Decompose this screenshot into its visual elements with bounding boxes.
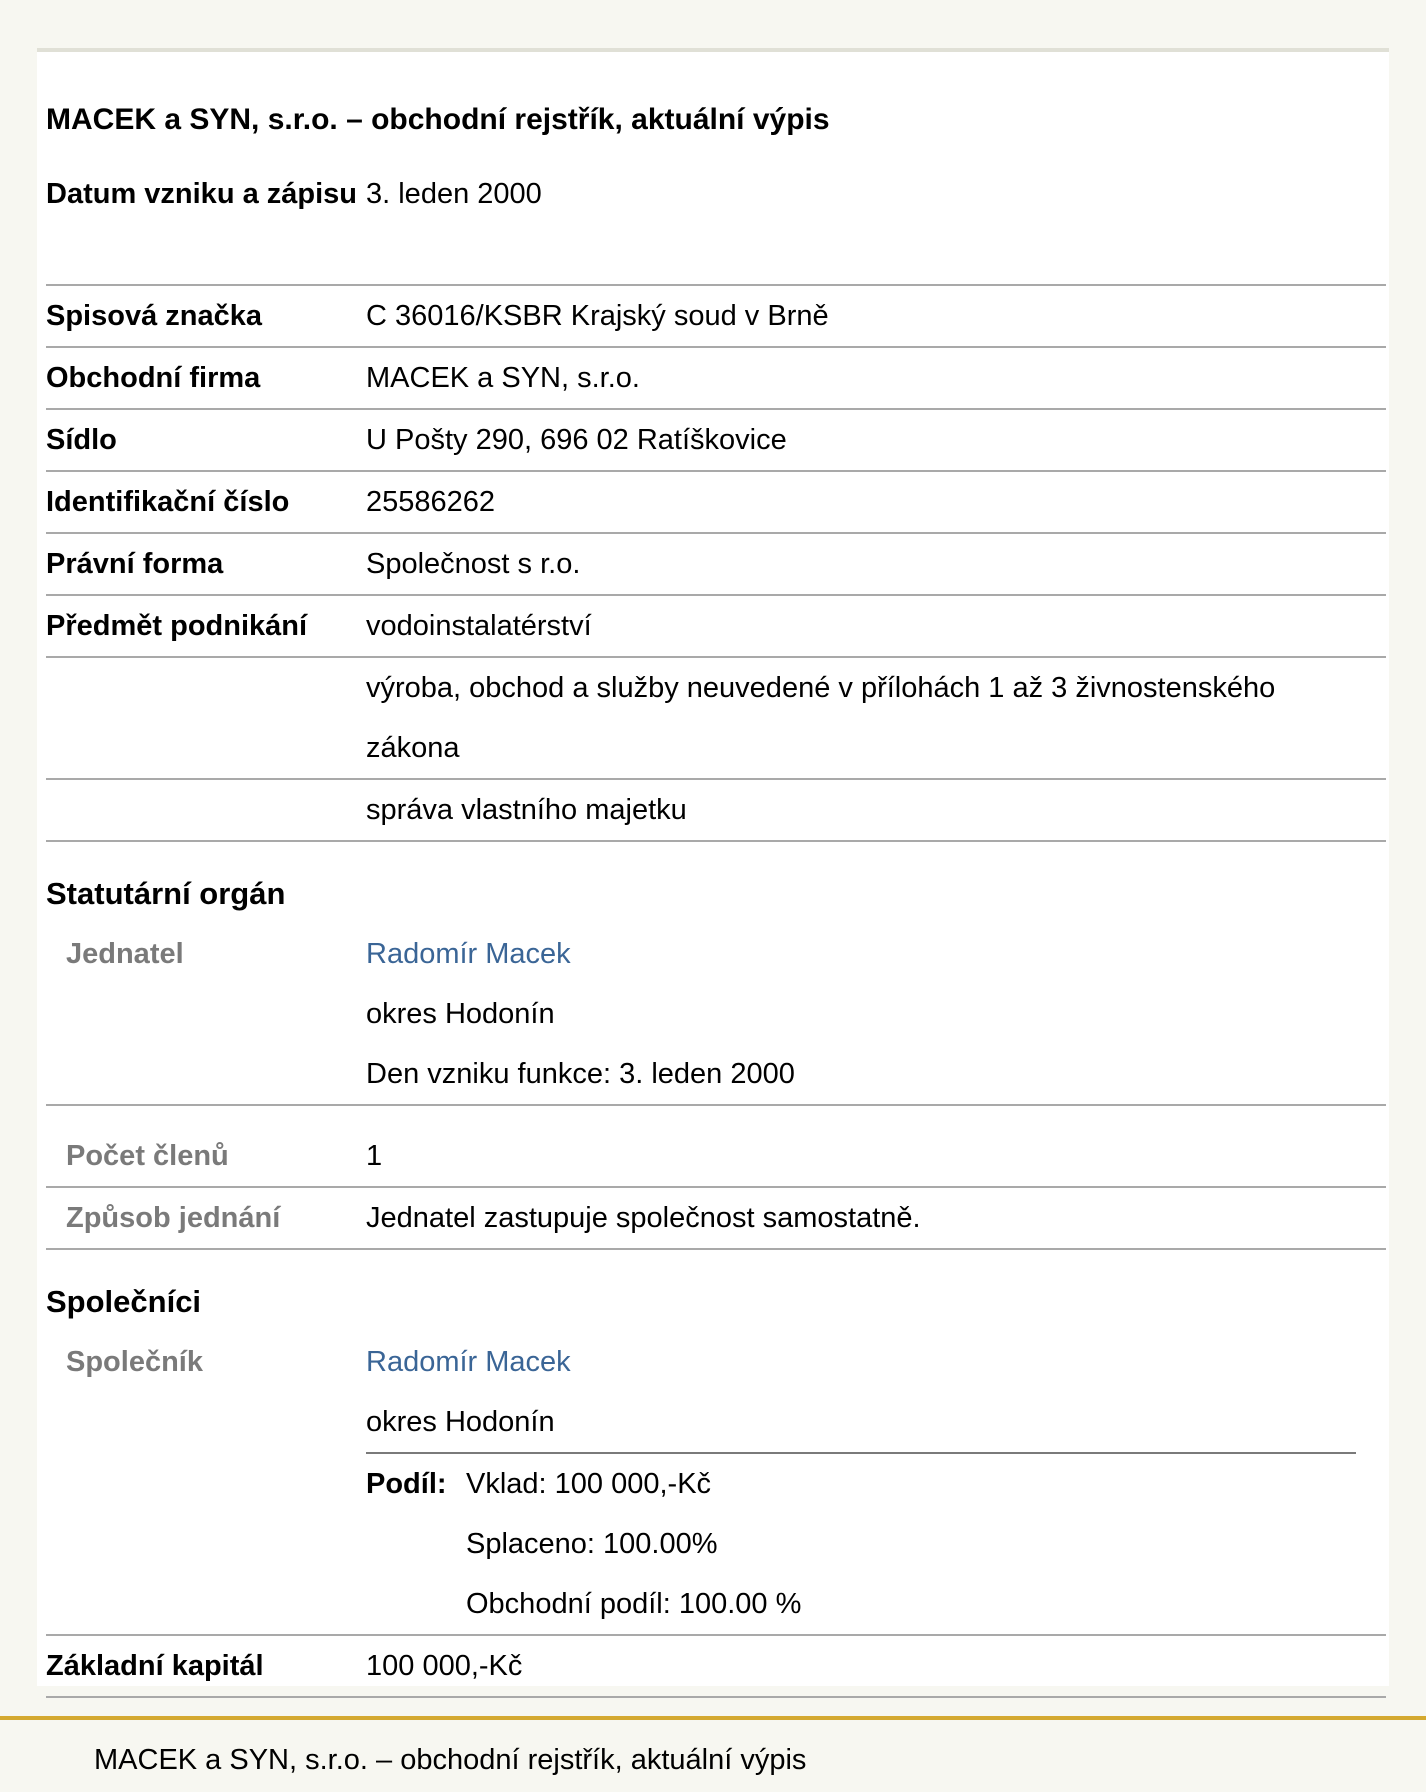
podil-vklad: Vklad: 100 000,-Kč <box>466 1468 712 1500</box>
podil-label: Podíl: <box>366 1468 447 1500</box>
row-pravni-forma <box>46 534 1386 596</box>
value-spolecnik <box>366 1332 1386 1634</box>
value-ic: 25586262 <box>366 486 496 518</box>
value-zakladni-kapital: 100 000,-Kč <box>366 1650 523 1682</box>
label-pravni-forma: Právní forma <box>46 548 224 580</box>
spolecnik-name-link[interactable]: Radomír Macek <box>366 1346 571 1378</box>
register-extract-content <box>46 52 1386 1698</box>
podil-values <box>466 1454 801 1634</box>
value-predmet-item: správa vlastního majetku <box>366 794 687 826</box>
value-spisova-znacka: C 36016/KSBR Krajský soud v Brně <box>366 300 829 332</box>
label-predmet-podnikani: Předmět podnikání <box>46 610 308 642</box>
section-title-statutarni-organ: Statutární orgán <box>46 876 286 911</box>
podil-block <box>366 1452 1356 1634</box>
label-empty <box>46 780 366 840</box>
label-zpusob-jednani: Způsob jednání <box>66 1202 281 1234</box>
value-sidlo: U Pošty 290, 696 02 Ratíškovice <box>366 424 787 456</box>
value-predmet-item: vodoinstalatérství <box>366 610 592 642</box>
row-predmet-podnikani-3 <box>46 780 1386 842</box>
spolecnik-okres: okres Hodonín <box>366 1406 555 1438</box>
jednatel-name-link[interactable]: Radomír Macek <box>366 938 571 970</box>
row-spisova-znacka <box>46 286 1386 348</box>
podil-splaceno: Splaceno: 100.00% <box>466 1528 718 1560</box>
label-spolecnik: Společník <box>66 1346 203 1378</box>
row-pocet-clenu <box>46 1106 1386 1188</box>
row-zpusob-jednani <box>46 1188 1386 1250</box>
row-spolecnik <box>46 1332 1386 1636</box>
row-ic <box>46 472 1386 534</box>
register-extract-panel <box>37 48 1389 1686</box>
value-zpusob-jednani: Jednatel zastupuje společnost samostatně. <box>366 1202 921 1234</box>
row-jednatel <box>46 924 1386 1106</box>
row-datum-vzniku <box>46 164 1386 286</box>
section-title-spolecnici: Společníci <box>46 1284 202 1319</box>
row-predmet-podnikani-2 <box>46 658 1386 780</box>
row-obchodni-firma <box>46 348 1386 410</box>
jednatel-den-vzniku: Den vzniku funkce: 3. leden 2000 <box>366 1058 795 1090</box>
value-predmet-item: výroba, obchod a služby neuvedené v přílohách 1 až 3 živnostenského zákona <box>366 672 1276 764</box>
label-obchodni-firma: Obchodní firma <box>46 362 261 394</box>
value-pocet-clenu: 1 <box>366 1140 383 1172</box>
row-zakladni-kapital <box>46 1636 1386 1698</box>
footer <box>0 1716 1426 1792</box>
value-jednatel <box>366 924 1386 1104</box>
label-pocet-clenu: Počet členů <box>66 1140 229 1172</box>
page-title: MACEK a SYN, s.r.o. – obchodní rejstřík, aktuální výpis <box>46 103 830 136</box>
row-predmet-podnikani <box>46 596 1386 658</box>
value-obchodni-firma: MACEK a SYN, s.r.o. <box>366 362 640 394</box>
value-pravni-forma: Společnost s r.o. <box>366 548 581 580</box>
label-empty <box>46 658 366 778</box>
label-zakladni-kapital: Základní kapitál <box>46 1650 264 1682</box>
row-sidlo <box>46 410 1386 472</box>
label-sidlo: Sídlo <box>46 424 117 456</box>
label-jednatel: Jednatel <box>66 938 184 970</box>
label-ic: Identifikační číslo <box>46 486 290 518</box>
label-datum-vzniku: Datum vzniku a zápisu <box>46 178 358 210</box>
footer-text: MACEK a SYN, s.r.o. – obchodní rejstřík, aktuální výpis <box>94 1744 807 1776</box>
podil-obchodni-podil: Obchodní podíl: 100.00 % <box>466 1588 802 1620</box>
value-datum-vzniku: 3. leden 2000 <box>366 178 542 210</box>
jednatel-okres: okres Hodonín <box>366 998 555 1030</box>
label-spisova-znacka: Spisová značka <box>46 300 262 332</box>
